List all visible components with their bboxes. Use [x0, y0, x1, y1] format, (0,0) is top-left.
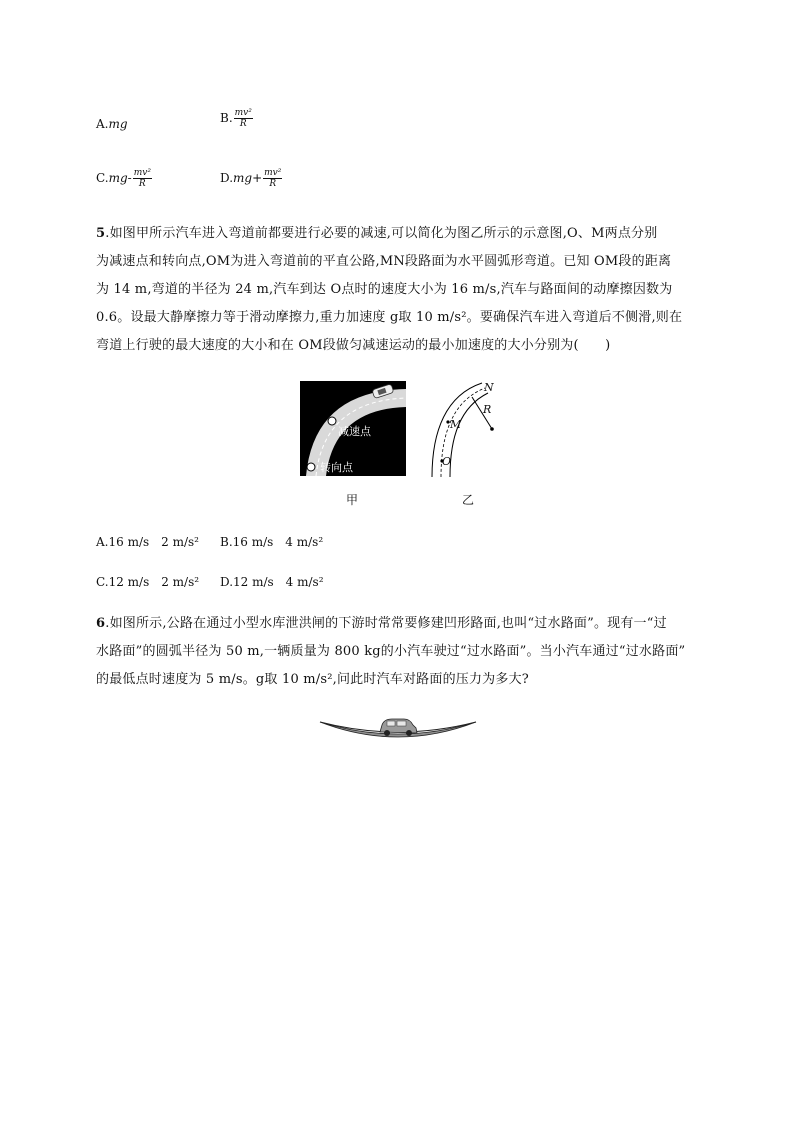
fraction-numerator: mv² [264, 168, 282, 178]
question-line [96, 220, 716, 248]
question-number: 6 [96, 616, 106, 631]
fraction-denominator: R [239, 119, 247, 129]
q5-option-c: C.12 m/s 2 m/s² [96, 575, 200, 589]
option-expr: mg [108, 117, 128, 131]
question-line: 弯道上行驶的最大速度的大小和在 OM段做匀减速运动的最小加速度的大小分别为( ) [96, 338, 611, 353]
fraction-denominator: R [269, 179, 277, 189]
option-lead: mg+ [233, 171, 263, 185]
q5-option-b: B.16 m/s 4 m/s² [220, 535, 324, 549]
option-prefix: D. [220, 171, 234, 185]
question-line [96, 610, 716, 638]
q5-option-d: D.12 m/s 4 m/s² [220, 575, 324, 589]
q4-option-a [96, 116, 128, 132]
label-n: N [484, 381, 494, 394]
question-number: 5 [96, 226, 106, 241]
figure-photo [300, 381, 406, 476]
figure-diagram [428, 381, 508, 481]
fraction [234, 108, 253, 129]
fraction-denominator: R [138, 179, 146, 189]
car-icon [380, 719, 417, 736]
question-line: 的最低点时速度为 5 m/s。g取 10 m/s²,问此时汽车对路面的压力为多大? [96, 672, 529, 687]
question-line-text: .如图所示,公路在通过小型水库泄洪闸的下游时常常要修建凹形路面,也叫“过水路面”。现有一“过 [105, 616, 667, 631]
figure-concave-road [318, 712, 478, 744]
question-5 [96, 220, 716, 360]
curve-diagram-graphic [428, 381, 508, 481]
option-prefix: A. [96, 117, 109, 131]
option-prefix: C. [96, 171, 109, 185]
fraction-numerator: mv² [133, 168, 151, 178]
concave-road-graphic [318, 712, 478, 744]
fraction [263, 168, 282, 189]
question-line-text: .如图甲所示汽车进入弯道前都要进行必要的减速,可以简化为图乙所示的示意图,O、M两点分别 [105, 226, 658, 241]
figure-caption-left: 甲 [346, 493, 359, 507]
label-r: R [483, 403, 492, 416]
label-o: O [442, 455, 452, 468]
fraction-numerator: mv² [234, 108, 252, 118]
fraction [133, 168, 152, 189]
q4-option-b [220, 108, 254, 129]
question-line: 为减速点和转向点,OM为进入弯道前的平直公路,MN段路面为水平圆弧形弯道。已知 OM段的距离 [96, 254, 672, 269]
option-prefix: B. [220, 111, 233, 125]
q5-option-a: A.16 m/s 2 m/s² [96, 535, 199, 549]
option-lead: mg- [108, 171, 132, 185]
figure-caption-right: 乙 [462, 493, 475, 507]
q4-option-d [220, 168, 283, 189]
question-line: 水路面”的圆弧半径为 50 m,一辆质量为 800 kg的小汽车驶过“过水路面”。当小汽车通过“过水路面” [96, 644, 686, 659]
label-turn-point: 转向点 [320, 461, 353, 474]
label-decel-point: 减速点 [338, 425, 371, 438]
question-6 [96, 610, 716, 694]
question-line: 0.6。设最大静摩擦力等于滑动摩擦力,重力加速度 g取 10 m/s²。要确保汽车进入弯道后不侧滑,则在 [96, 310, 683, 325]
question-line: 为 14 m,弯道的半径为 24 m,汽车到达 O点时的速度大小为 16 m/s,汽车与路面间的动摩擦因数为 [96, 282, 673, 297]
label-m: M [450, 418, 462, 431]
q4-option-c [96, 168, 153, 189]
